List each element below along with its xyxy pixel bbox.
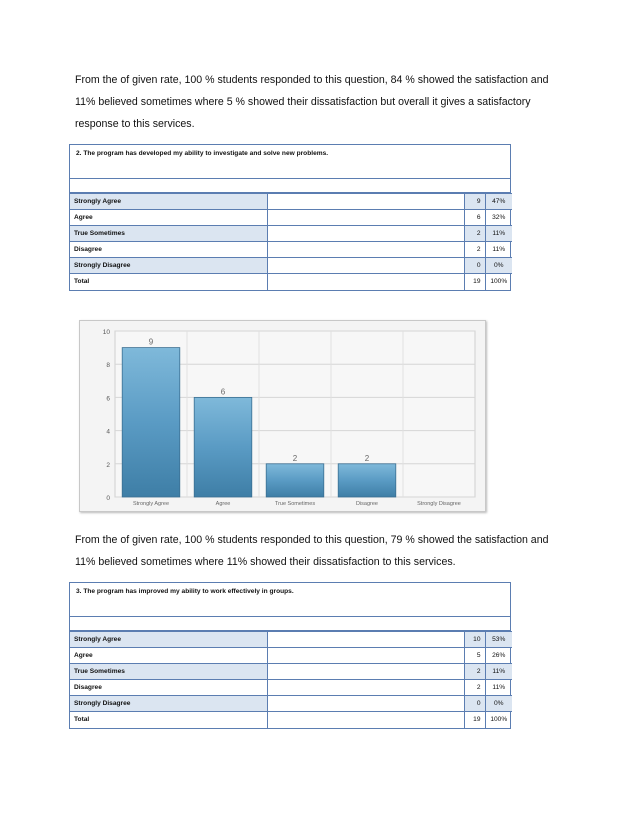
bar-cell [267,258,464,274]
x-tick-label: Agree [215,501,231,507]
response-label: Agree [70,210,267,226]
response-percent: 11% [485,226,512,242]
bar-cell [267,712,464,728]
paragraph-line: response to this services. [75,118,195,130]
paragraph-line: From the of given rate, 100 % students responded to this question, 79 % showed the satisfaction and [75,534,549,546]
bar-cell [267,210,464,226]
response-label: Total [70,274,267,290]
x-tick-label: Disagree [355,501,379,507]
chart-canvas [80,321,485,511]
paragraph-line: 11% believed sometimes where 5 % showed their dissatisfaction but overall it gives a satisfactory [75,96,531,108]
paragraph-line: 11% believed sometimes where 11% showed their dissatisfaction to this services. [75,556,456,568]
response-count: 2 [464,226,485,242]
bar [266,464,324,497]
response-label: Disagree [70,680,267,696]
bar-cell [267,632,464,648]
response-label: True Sometimes [70,226,267,242]
response-count: 2 [464,680,485,696]
x-tick-label: True Sometimes [274,501,316,507]
y-tick-label: 8 [106,362,110,370]
response-percent: 11% [485,242,512,258]
response-count: 19 [464,712,485,728]
table-row [70,226,512,242]
table-row [70,648,512,664]
response-count: 0 [464,696,485,712]
paragraph-line: From the of given rate, 100 % students responded to this question, 84 % showed the satisfaction and [75,74,549,86]
table-spacer [70,179,510,193]
data-label: 2 [364,453,370,463]
table-row-total [70,712,512,728]
bar [194,397,252,497]
y-tick-label: 10 [102,329,110,336]
response-percent: 100% [485,274,512,290]
survey-table-q3 [69,582,511,729]
intro-paragraph-1 [75,69,575,135]
response-label: Total [70,712,267,728]
intro-paragraph-2 [75,529,575,573]
table-row [70,632,512,648]
question-title: 3. The program has improved my ability to work effectively in groups. [70,583,510,617]
table-row [70,194,512,210]
response-label: Agree [70,648,267,664]
response-count: 6 [464,210,485,226]
response-percent: 11% [485,664,512,680]
table-row [70,696,512,712]
bar-cell [267,664,464,680]
response-table [70,193,512,290]
bar-chart [79,320,486,512]
response-label: Disagree [70,242,267,258]
bar-cell [267,194,464,210]
response-count: 0 [464,258,485,274]
response-label: True Sometimes [70,664,267,680]
question-title: 2. The program has developed my ability to investigate and solve new problems. [70,145,510,179]
response-count: 2 [464,664,485,680]
data-label: 2 [292,453,298,463]
y-tick-label: 4 [106,428,110,436]
bar-cell [267,680,464,696]
table-row [70,664,512,680]
bar-cell [267,696,464,712]
bar [122,348,180,497]
table-row [70,680,512,696]
response-count: 5 [464,648,485,664]
y-tick-label: 6 [106,395,110,403]
response-percent: 11% [485,680,512,696]
response-percent: 47% [485,194,512,210]
response-count: 2 [464,242,485,258]
table-row [70,210,512,226]
response-count: 10 [464,632,485,648]
response-label: Strongly Agree [70,632,267,648]
data-label: 9 [148,337,154,347]
bar [338,464,396,497]
table-spacer [70,617,510,631]
table-row [70,258,512,274]
x-tick-label: Strongly Agree [132,501,170,507]
response-percent: 53% [485,632,512,648]
survey-table-q2 [69,144,511,291]
data-label: 6 [220,387,226,397]
response-count: 9 [464,194,485,210]
x-tick-label: Strongly Disagree [417,501,461,507]
bar-cell [267,242,464,258]
response-percent: 100% [485,712,512,728]
response-percent: 0% [485,258,512,274]
response-percent: 26% [485,648,512,664]
y-tick-label: 2 [106,461,110,469]
table-row [70,242,512,258]
response-percent: 32% [485,210,512,226]
response-percent: 0% [485,696,512,712]
bar-cell [267,274,464,290]
response-label: Strongly Disagree [70,696,267,712]
response-count: 19 [464,274,485,290]
bar-cell [267,648,464,664]
response-label: Strongly Disagree [70,258,267,274]
table-row-total [70,274,512,290]
y-tick-label: 0 [106,495,110,502]
bar-cell [267,226,464,242]
response-label: Strongly Agree [70,194,267,210]
response-table [70,631,512,728]
